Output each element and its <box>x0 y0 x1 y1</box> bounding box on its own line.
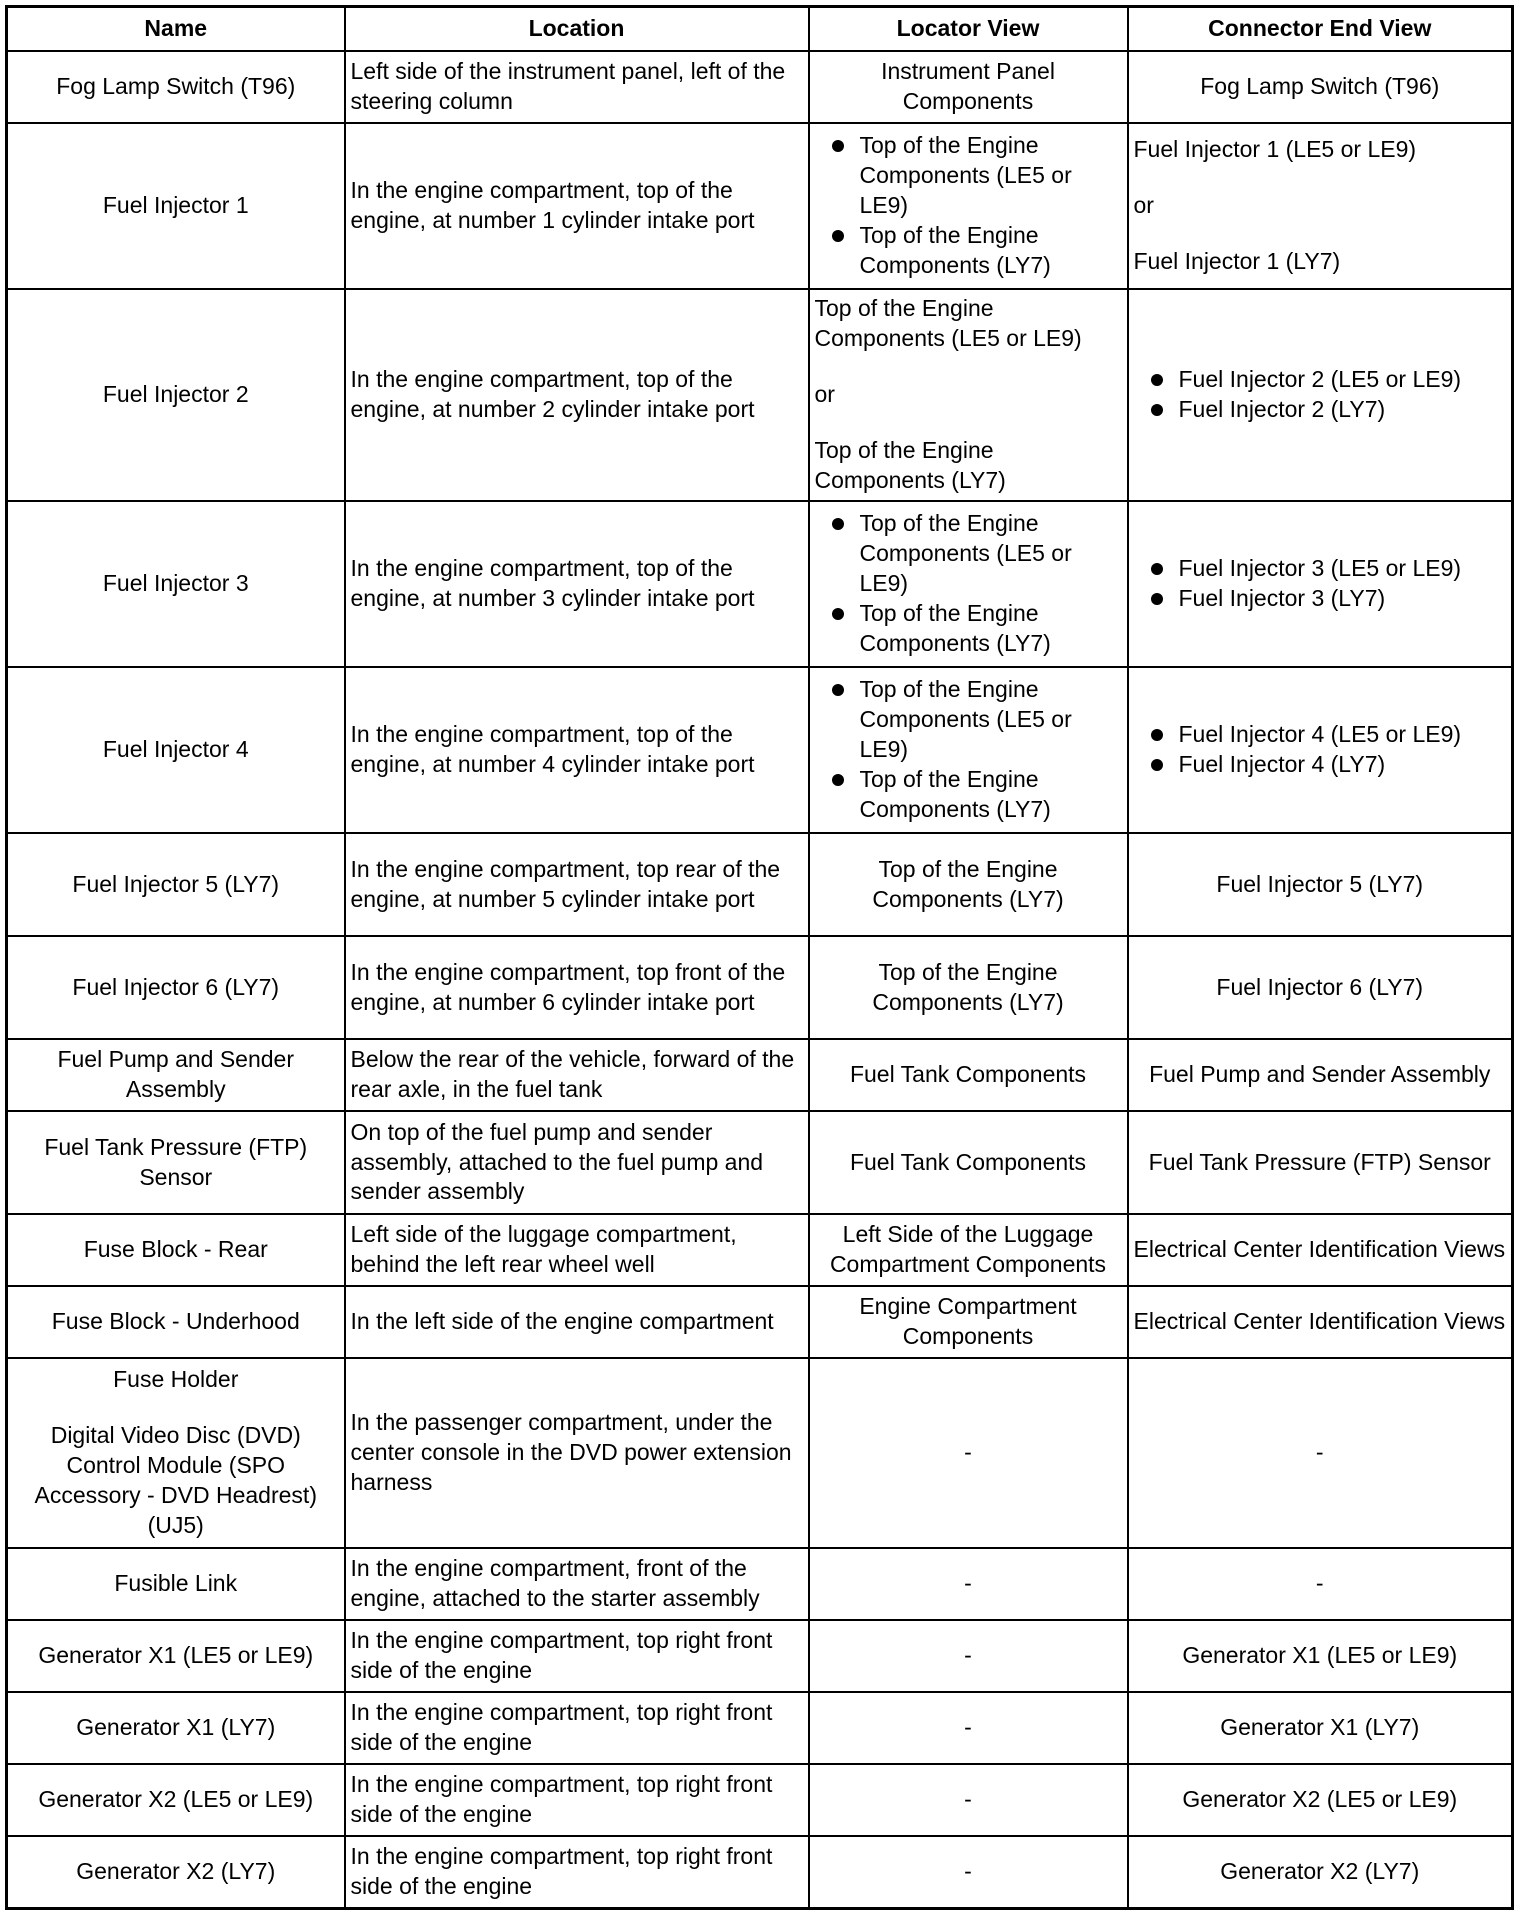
cell-locator-view <box>809 123 1128 289</box>
table-header-row <box>7 7 1513 52</box>
table-row <box>7 833 1513 936</box>
cell-location: On top of the fuel pump and sender assembly, attached to the fuel pump and sender assembly <box>345 1111 809 1214</box>
cell-locator-view[interactable]: Instrument Panel Components <box>809 51 1128 123</box>
cell-name: Fuel Tank Pressure (FTP) Sensor <box>7 1111 345 1214</box>
cell-location: In the engine compartment, top right front side of the engine <box>345 1692 809 1764</box>
cell-name: Fuel Injector 4 <box>7 667 345 833</box>
table-row <box>7 1214 1513 1286</box>
cell-connector-end-view[interactable]: Fuel Injector 6 (LY7) <box>1128 936 1513 1039</box>
cell-connector-end-view[interactable]: Fuel Tank Pressure (FTP) Sensor <box>1128 1111 1513 1214</box>
table-row <box>7 51 1513 123</box>
cell-connector-end-view <box>1128 501 1513 667</box>
list-item[interactable]: Top of the Engine Components (LE5 or LE9) <box>815 131 1122 221</box>
table-row <box>7 1836 1513 1908</box>
table-row <box>7 289 1513 501</box>
bullet-list <box>815 131 1122 280</box>
cell-locator-view <box>809 289 1128 501</box>
name-line: Digital Video Disc (DVD) Control Module (SPO Accessory - DVD Headrest) (UJ5) <box>34 1422 317 1538</box>
cell-location: In the engine compartment, front of the engine, attached to the starter assembly <box>345 1548 809 1620</box>
cell-location: In the left side of the engine compartment <box>345 1286 809 1358</box>
list-item[interactable]: Fuel Injector 2 (LY7) <box>1134 395 1507 425</box>
cell-location: In the engine compartment, top rear of the engine, at number 5 cylinder intake port <box>345 833 809 936</box>
cell-location: Left side of the luggage compartment, behind the left rear wheel well <box>345 1214 809 1286</box>
header-locator-view: Locator View <box>809 7 1128 52</box>
cell-locator-view: - <box>809 1836 1128 1908</box>
list-item[interactable]: Fuel Injector 4 (LE5 or LE9) <box>1134 720 1507 750</box>
component-locator-table <box>5 5 1514 1910</box>
cell-connector-end-view[interactable]: Fog Lamp Switch (T96) <box>1128 51 1513 123</box>
table-row <box>7 1111 1513 1214</box>
connector-link[interactable]: Fuel Injector 1 (LY7) <box>1133 247 1341 274</box>
cell-connector-end-view[interactable]: Electrical Center Identification Views <box>1128 1286 1513 1358</box>
list-item[interactable]: Top of the Engine Components (LE5 or LE9) <box>815 509 1122 599</box>
cell-location: In the engine compartment, top of the engine, at number 3 cylinder intake port <box>345 501 809 667</box>
cell-name: Fuse Block - Rear <box>7 1214 345 1286</box>
header-connector-end-view: Connector End View <box>1128 7 1513 52</box>
bullet-list <box>815 509 1122 658</box>
or-text: or <box>814 381 835 408</box>
cell-name: Fuel Injector 5 (LY7) <box>7 833 345 936</box>
bullet-list <box>1134 720 1507 780</box>
cell-locator-view <box>809 667 1128 833</box>
cell-name: Generator X1 (LE5 or LE9) <box>7 1620 345 1692</box>
cell-locator-view[interactable]: Fuel Tank Components <box>809 1039 1128 1111</box>
cell-connector-end-view[interactable]: Generator X2 (LE5 or LE9) <box>1128 1764 1513 1836</box>
cell-location: Left side of the instrument panel, left of the steering column <box>345 51 809 123</box>
cell-name: Fuel Injector 2 <box>7 289 345 501</box>
cell-locator-view: - <box>809 1692 1128 1764</box>
list-item[interactable]: Top of the Engine Components (LY7) <box>815 221 1122 281</box>
cell-connector-end-view[interactable]: Fuel Pump and Sender Assembly <box>1128 1039 1513 1111</box>
cell-name: Fuel Injector 6 (LY7) <box>7 936 345 1039</box>
cell-connector-end-view[interactable]: Fuel Injector 5 (LY7) <box>1128 833 1513 936</box>
cell-name: Generator X2 (LE5 or LE9) <box>7 1764 345 1836</box>
cell-locator-view: - <box>809 1620 1128 1692</box>
cell-name: Generator X2 (LY7) <box>7 1836 345 1908</box>
cell-locator-view: - <box>809 1358 1128 1548</box>
or-text: or <box>1133 192 1154 219</box>
table-row <box>7 936 1513 1039</box>
list-item[interactable]: Fuel Injector 3 (LY7) <box>1134 584 1507 614</box>
cell-locator-view[interactable]: Fuel Tank Components <box>809 1111 1128 1214</box>
cell-locator-view[interactable]: Top of the Engine Components (LY7) <box>809 936 1128 1039</box>
cell-name: Fuse Block - Underhood <box>7 1286 345 1358</box>
cell-locator-view: - <box>809 1548 1128 1620</box>
bullet-list <box>815 675 1122 824</box>
cell-connector-end-view[interactable]: Generator X1 (LY7) <box>1128 1692 1513 1764</box>
cell-location: Below the rear of the vehicle, forward of the rear axle, in the fuel tank <box>345 1039 809 1111</box>
cell-connector-end-view <box>1128 123 1513 289</box>
table-row <box>7 1039 1513 1111</box>
cell-locator-view[interactable]: Left Side of the Luggage Compartment Components <box>809 1214 1128 1286</box>
cell-location: In the engine compartment, top of the engine, at number 2 cylinder intake port <box>345 289 809 501</box>
cell-connector-end-view[interactable]: Generator X1 (LE5 or LE9) <box>1128 1620 1513 1692</box>
table-row <box>7 1620 1513 1692</box>
cell-name: Generator X1 (LY7) <box>7 1692 345 1764</box>
cell-locator-view[interactable]: Top of the Engine Components (LY7) <box>809 833 1128 936</box>
list-item[interactable]: Fuel Injector 3 (LE5 or LE9) <box>1134 554 1507 584</box>
cell-name <box>7 1358 345 1548</box>
list-item[interactable]: Top of the Engine Components (LY7) <box>815 765 1122 825</box>
header-name: Name <box>7 7 345 52</box>
bullet-list <box>1134 554 1507 614</box>
name-line: Fuse Holder <box>113 1366 239 1393</box>
locator-link[interactable]: Top of the Engine Components (LY7) <box>814 436 1006 493</box>
component-locator-table-sheet <box>5 5 1511 1898</box>
cell-name: Fuel Injector 3 <box>7 501 345 667</box>
cell-locator-view[interactable]: Engine Compartment Components <box>809 1286 1128 1358</box>
cell-location: In the engine compartment, top of the engine, at number 1 cylinder intake port <box>345 123 809 289</box>
cell-name: Fusible Link <box>7 1548 345 1620</box>
cell-location: In the passenger compartment, under the center console in the DVD power extension harness <box>345 1358 809 1548</box>
cell-name: Fog Lamp Switch (T96) <box>7 51 345 123</box>
connector-link[interactable]: Fuel Injector 1 (LE5 or LE9) <box>1133 136 1417 163</box>
list-item[interactable]: Fuel Injector 4 (LY7) <box>1134 750 1507 780</box>
table-row <box>7 1548 1513 1620</box>
table-row <box>7 123 1513 289</box>
cell-location: In the engine compartment, top of the engine, at number 4 cylinder intake port <box>345 667 809 833</box>
list-item[interactable]: Top of the Engine Components (LE5 or LE9) <box>815 675 1122 765</box>
cell-connector-end-view[interactable]: Electrical Center Identification Views <box>1128 1214 1513 1286</box>
cell-connector-end-view: - <box>1128 1548 1513 1620</box>
table-row <box>7 667 1513 833</box>
cell-connector-end-view <box>1128 289 1513 501</box>
cell-location: In the engine compartment, top right front side of the engine <box>345 1836 809 1908</box>
locator-link[interactable]: Top of the Engine Components (LE5 or LE9) <box>814 295 1082 352</box>
bullet-list <box>1134 365 1507 425</box>
list-item[interactable]: Fuel Injector 2 (LE5 or LE9) <box>1134 365 1507 395</box>
cell-locator-view: - <box>809 1764 1128 1836</box>
cell-name: Fuel Injector 1 <box>7 123 345 289</box>
table-row <box>7 1692 1513 1764</box>
cell-locator-view <box>809 501 1128 667</box>
table-row <box>7 1286 1513 1358</box>
cell-connector-end-view <box>1128 667 1513 833</box>
table-row <box>7 1764 1513 1836</box>
cell-connector-end-view: - <box>1128 1358 1513 1548</box>
cell-location: In the engine compartment, top front of the engine, at number 6 cylinder intake port <box>345 936 809 1039</box>
cell-location: In the engine compartment, top right front side of the engine <box>345 1620 809 1692</box>
table-row <box>7 501 1513 667</box>
list-item[interactable]: Top of the Engine Components (LY7) <box>815 599 1122 659</box>
cell-connector-end-view[interactable]: Generator X2 (LY7) <box>1128 1836 1513 1908</box>
cell-name: Fuel Pump and Sender Assembly <box>7 1039 345 1111</box>
cell-location: In the engine compartment, top right front side of the engine <box>345 1764 809 1836</box>
table-row <box>7 1358 1513 1548</box>
header-location: Location <box>345 7 809 52</box>
